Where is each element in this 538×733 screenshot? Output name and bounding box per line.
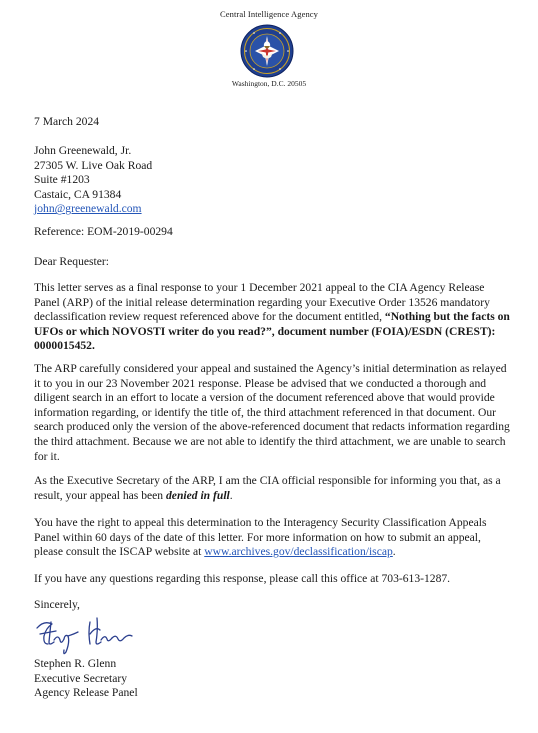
p4-end: . [392,545,396,559]
handwritten-signature [34,612,144,656]
document-title: “Nothing but the facts on UFOs or which NOVOSTI writer do you read?”, document number (FOIA)/ESDN (CREST): 0000015452. [34,310,510,353]
signer-office: Agency Release Panel [34,686,138,700]
letter-date: 7 March 2024 [34,115,100,128]
agency-name: Central Intelligence Agency [219,9,319,19]
p3-text: As the Executive Secretary of the ARP, I am the CIA official responsible for informing you that, as a result, your appeal has been [34,474,501,502]
salutation: Dear Requester: [34,255,110,268]
paragraph-appeal-rights [34,516,512,560]
recipient-name: John Greenewald, Jr. [34,144,132,157]
denied-in-full-emphasis: denied in full [166,488,230,502]
reference-line: Reference: EOM-2019-00294 [34,225,173,238]
p3-end: . [229,488,233,502]
cia-seal-icon [240,24,294,78]
iscap-website-link[interactable]: www.archives.gov/declassification/iscap [204,545,393,559]
recipient-city: Castaic, CA 91384 [34,187,122,201]
recipient-email-link[interactable]: john@greenewald.com [34,202,142,216]
paragraph-contact: If you have any questions regarding this response, please call this office at 703-613-1287. [34,572,451,585]
recipient-suite: Suite #1203 [34,173,90,187]
recipient-street: 27305 W. Live Oak Road [34,158,153,172]
p1-text: This letter serves as a final response to your 1 December 2021 appeal to the CIA Agency Release Panel (ARP) of the initial release determination regarding your Executive Order 13526 mandatory declassification review request referenced above for the document entitled, [34,281,490,324]
closing: Sincerely, [34,598,80,611]
signer-name: Stephen R. Glenn [34,657,117,670]
signature-block [34,657,138,701]
p4-text: You have the right to appeal this determination to the Interagency Security Classification Appeals Panel within 60 days of the date of this letter. For more information on how to submit an appeal, please consult the ISCAP website at [34,516,487,559]
signer-title: Executive Secretary [34,671,128,685]
agency-address: Washington, D.C. 20505 [231,79,307,88]
paragraph-appeal-summary [34,281,512,354]
paragraph-determination [34,474,512,503]
paragraph-search-results: The ARP carefully considered your appeal and sustained the Agency’s initial determination as relayed it to you in our 23 November 2021 response. Please be advised that we conducted a thorough and diligent search in an effort to locate a version of the document referenced above that would provide information regarding, or identify the title of, the third attachment referenced in that document. Our search produced only the version of the above-referenced document that redacts information regarding the third attachment. Because we are not able to identify the third attachment, we are unable to search for it. [34,362,510,463]
recipient-address [34,144,152,217]
